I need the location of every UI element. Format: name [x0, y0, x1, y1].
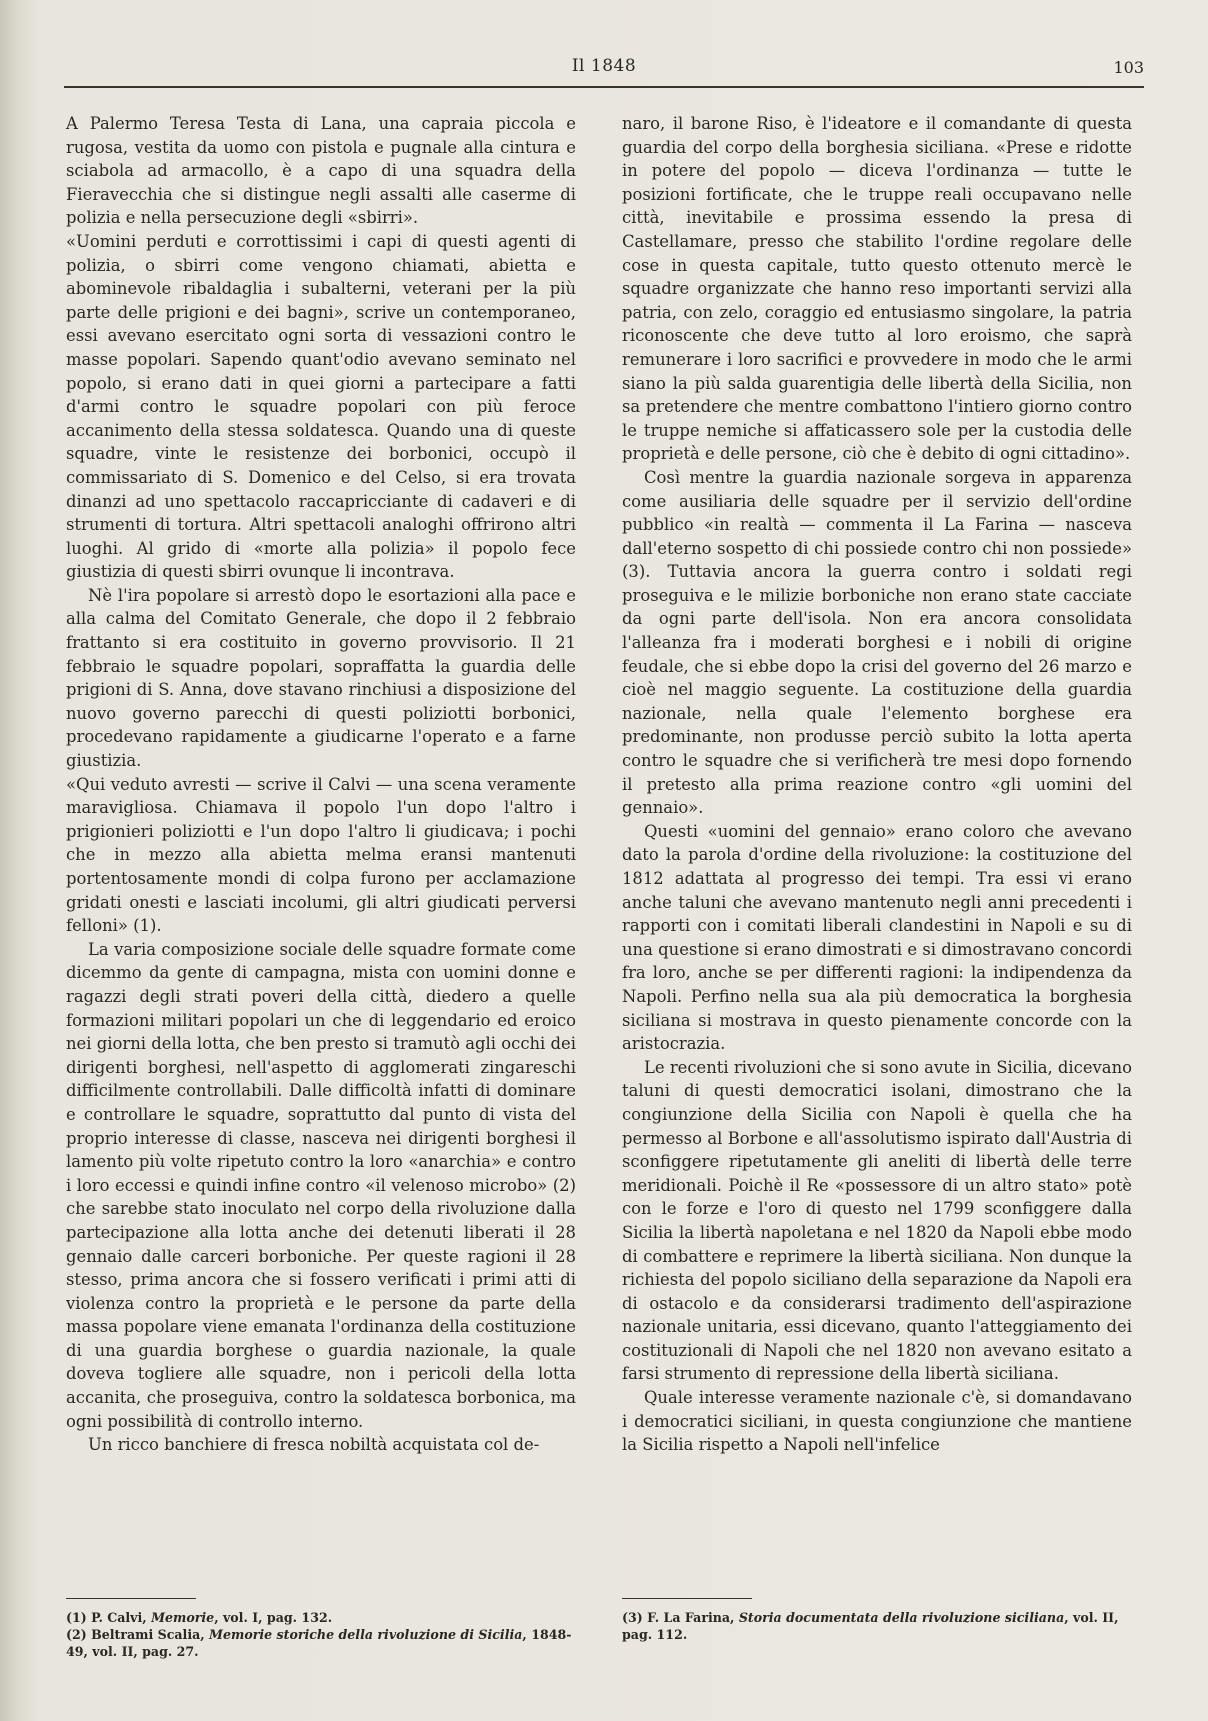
footnote: (3) F. La Farina, Storia documentata della rivoluzione siciliana, vol. II, pag. 112. [622, 1610, 1119, 1642]
page-header [64, 54, 1144, 84]
paragraph: Un ricco banchiere di fresca nobiltà acquistata col de- [88, 1435, 540, 1455]
header-rule [64, 86, 1144, 88]
paragraph: «Uomini perduti e corrottissimi i capi di questi agenti di polizia, o sbirri come vengono chiamati, abietta e abominevole ribaldaglia i subalterni, veterani per la più parte delle prigioni e dei bagni», scrive un contemporaneo, essi avevano esercitato ogni sorta di vessazioni contro le masse popolari. Sapendo quant'odio avevano seminato nel popolo, si erano dati in quei giorni a partecipare a fatti d'armi contro le squadre popolari con più feroce accanimento della stessa soldatesca. Quando una di queste squadre, vinte le resistenze dei borbonici, occupò il commissariato di S. Domenico e del Celso, si era trovata dinanzi ad uno spettacolo raccapricciante di cadaveri e di strumenti di tortura. Altri spettacoli analoghi offrirono altri luoghi. Al grido di «morte alla polizia» il popolo fece giustizia di questi sbirri ovunque li incontrava. [66, 231, 576, 582]
paragraph: Così mentre la guardia nazionale sorgeva in apparenza come ausiliaria delle squadre per il servizio dell'ordine pubblico «in realtà — commenta il La Farina — nasceva dall'eterno sospetto di chi possiede contro chi non possiede» (3). Tuttavia ancora la guerra contro i soldati regi proseguiva e le milizie borboniche non erano state cacciate da ogni parte dell'isola. Non era ancora consolidata l'alleanza fra i moderati borghesi e i nobili di origine feudale, che si ebbe dopo la crisi del governo del 26 marzo e cioè nel maggio seguente. La costituzione della guardia nazionale, nella quale l'elemento borghese era predominante, non produsse perciò subito la lotta aperta contro le squadre che si verificherà tre mesi dopo fornendo il pretesto alla prima reazione contro «gli uomini del gennaio». [622, 467, 1132, 818]
left-column [66, 112, 576, 1457]
paragraph: naro, il barone Riso, è l'ideatore e il comandante di questa guardia del corpo della borghesia siciliana. «Prese e ridotte in potere del popolo — diceva l'ordinanza — tutte le posizioni fortificate, che le truppe reali occupavano nelle città, inevitabile e prossima essendo la presa di Castellamare, presso che stabilito l'ordine regolare delle cose in questa capitale, tutto questo ottenuto mercè le squadre organizzate che hanno reso importanti servizi alla patria, con zelo, coraggio ed entusiasmo singolare, la patria riconoscente che deve tutto al loro eroismo, che saprà remunerare i loro sacrifici e provvedere in modo che le armi siano la più salda guarentigia delle libertà della Sicilia, non sa pretendere che mentre combattono l'intiero giorno contro le truppe nemiche si affaticassero sole per la custodia delle proprietà e delle persone, ciò che è debito di ogni cittadino». [622, 114, 1132, 464]
footnote: (2) Beltrami Scalia, Memorie storiche della rivoluzione di Sicilia, 1848-49, vol. II, pag. 27. [66, 1627, 572, 1659]
paragraph: Questi «uomini del gennaio» erano coloro che avevano dato la parola d'ordine della rivoluzione: la costituzione del 1812 adattata al progresso dei tempi. Tra essi vi erano anche taluni che avevano mantenuto negli anni precedenti i rapporti con i comitati liberali clandestini in Napoli e su di una questione si erano dimostrati e si dimostravano concordi fra loro, anche se per differenti ragioni: la indipendenza da Napoli. Perfino nella sua ala più democratica la borghesia siciliana si mostrava in questo pienamente concorde con la aristocrazia. [622, 821, 1132, 1054]
paragraph: Nè l'ira popolare si arrestò dopo le esortazioni alla pace e alla calma del Comitato Generale, che dopo il 2 febbraio frattanto si era costituito in governo provvisorio. Il 21 febbraio le squadre popolari, sopraffatta la guardia delle prigioni di S. Anna, dove stavano rinchiusi a disposizione del nuovo governo parecchi di questi poliziotti borbonici, procedevano rapidamente a giudicarne l'operato e a farne giustizia. [66, 585, 576, 771]
footnote: (1) P. Calvi, Memorie, vol. I, pag. 132. [66, 1610, 333, 1625]
paragraph: A Palermo Teresa Testa di Lana, una capraia piccola e rugosa, vestita da uomo con pistola e pugnale alla cintura e sciabola ad armacollo, è a capo di una squadra della Fieravecchia che si distingue negli assalti alle caserme di polizia e nella persecuzione degli «sbirri». [66, 114, 576, 228]
footnote-rule [66, 1598, 196, 1599]
right-column [622, 112, 1132, 1457]
running-title: Il 1848 [571, 56, 637, 76]
right-footnotes [622, 1598, 1132, 1643]
paragraph: La varia composizione sociale delle squadre formate come dicemmo da gente di campagna, mista con uomini donne e ragazzi degli strati poveri della città, diedero a quelle formazioni militari popolari un che di leggendario ed eroico nei giorni della lotta, che ben presto si tramutò agli occhi dei dirigenti borghesi, nell'aspetto di agglomerati zingareschi difficilmente controllabili. Dalle difficoltà infatti di dominare e controllare le squadre, soprattutto dal punto di vista del proprio interesse di classe, nasceva nei dirigenti borghesi il lamento più volte ripetuto contro la loro «anarchia» e contro i loro eccessi e quindi infine contro «il velenoso microbo» (2) che sarebbe stato inoculato nel corpo della rivoluzione dalla partecipazione alla lotta anche dei detenuti liberati il 28 gennaio dalle carceri borboniche. Per queste ragioni il 28 stesso, prima ancora che si fossero verificati i primi atti di violenza contro la proprietà e le persone da parte della massa popolare viene emanata l'ordinanza della costituzione di una guardia borghese o guardia nazionale, la quale doveva togliere alle squadre, non i pericoli della lotta accanita, che proseguiva, contro la soldatesca borbonica, ma ogni possibilità di controllo interno. [66, 939, 576, 1431]
paragraph: Le recenti rivoluzioni che si sono avute in Sicilia, dicevano taluni di questi democratici isolani, dimostrano che la congiunzione della Sicilia con Napoli è quella che ha permesso al Borbone e all'assolutismo ispirato dall'Austria di sconfiggere ripetutamente gli aneliti di libertà delle terre meridionali. Poichè il Re «possessore di un altro stato» potè con le forze e l'oro di questo nel 1799 sconfiggere dalla Sicilia la libertà napoletana e nel 1820 da Napoli ebbe modo di combattere e reprimere la libertà siciliana. Non dunque la richiesta del popolo siciliano della separazione da Napoli era di ostacolo e da considerarsi tradimento dell'aspirazione nazionale unitaria, essi dicevano, quanto l'atteggiamento dei costituzionali di Napoli che nel 1820 non avevano esitato a farsi strumento di repressione della libertà siciliana. [622, 1057, 1132, 1384]
paragraph: Quale interesse veramente nazionale c'è, si domandavano i democratici siciliani, in questa congiunzione che mantiene la Sicilia rispetto a Napoli nell'infelice [622, 1388, 1132, 1455]
left-footnotes [66, 1598, 576, 1660]
paragraph: «Qui veduto avresti — scrive il Calvi — una scena veramente maravigliosa. Chiamava il popolo l'un dopo l'altro i prigionieri poliziotti e l'un dopo l'altro li giudicava; i pochi che in mezzo alla abietta melma eransi mantenuti portentosamente mondi di colpa furono per acclamazione gridati onesti e lasciati incolumi, gli altri giudicati perversi felloni» (1). [66, 774, 576, 936]
footnote-rule [622, 1598, 752, 1599]
page-number: 103 [1113, 58, 1144, 77]
